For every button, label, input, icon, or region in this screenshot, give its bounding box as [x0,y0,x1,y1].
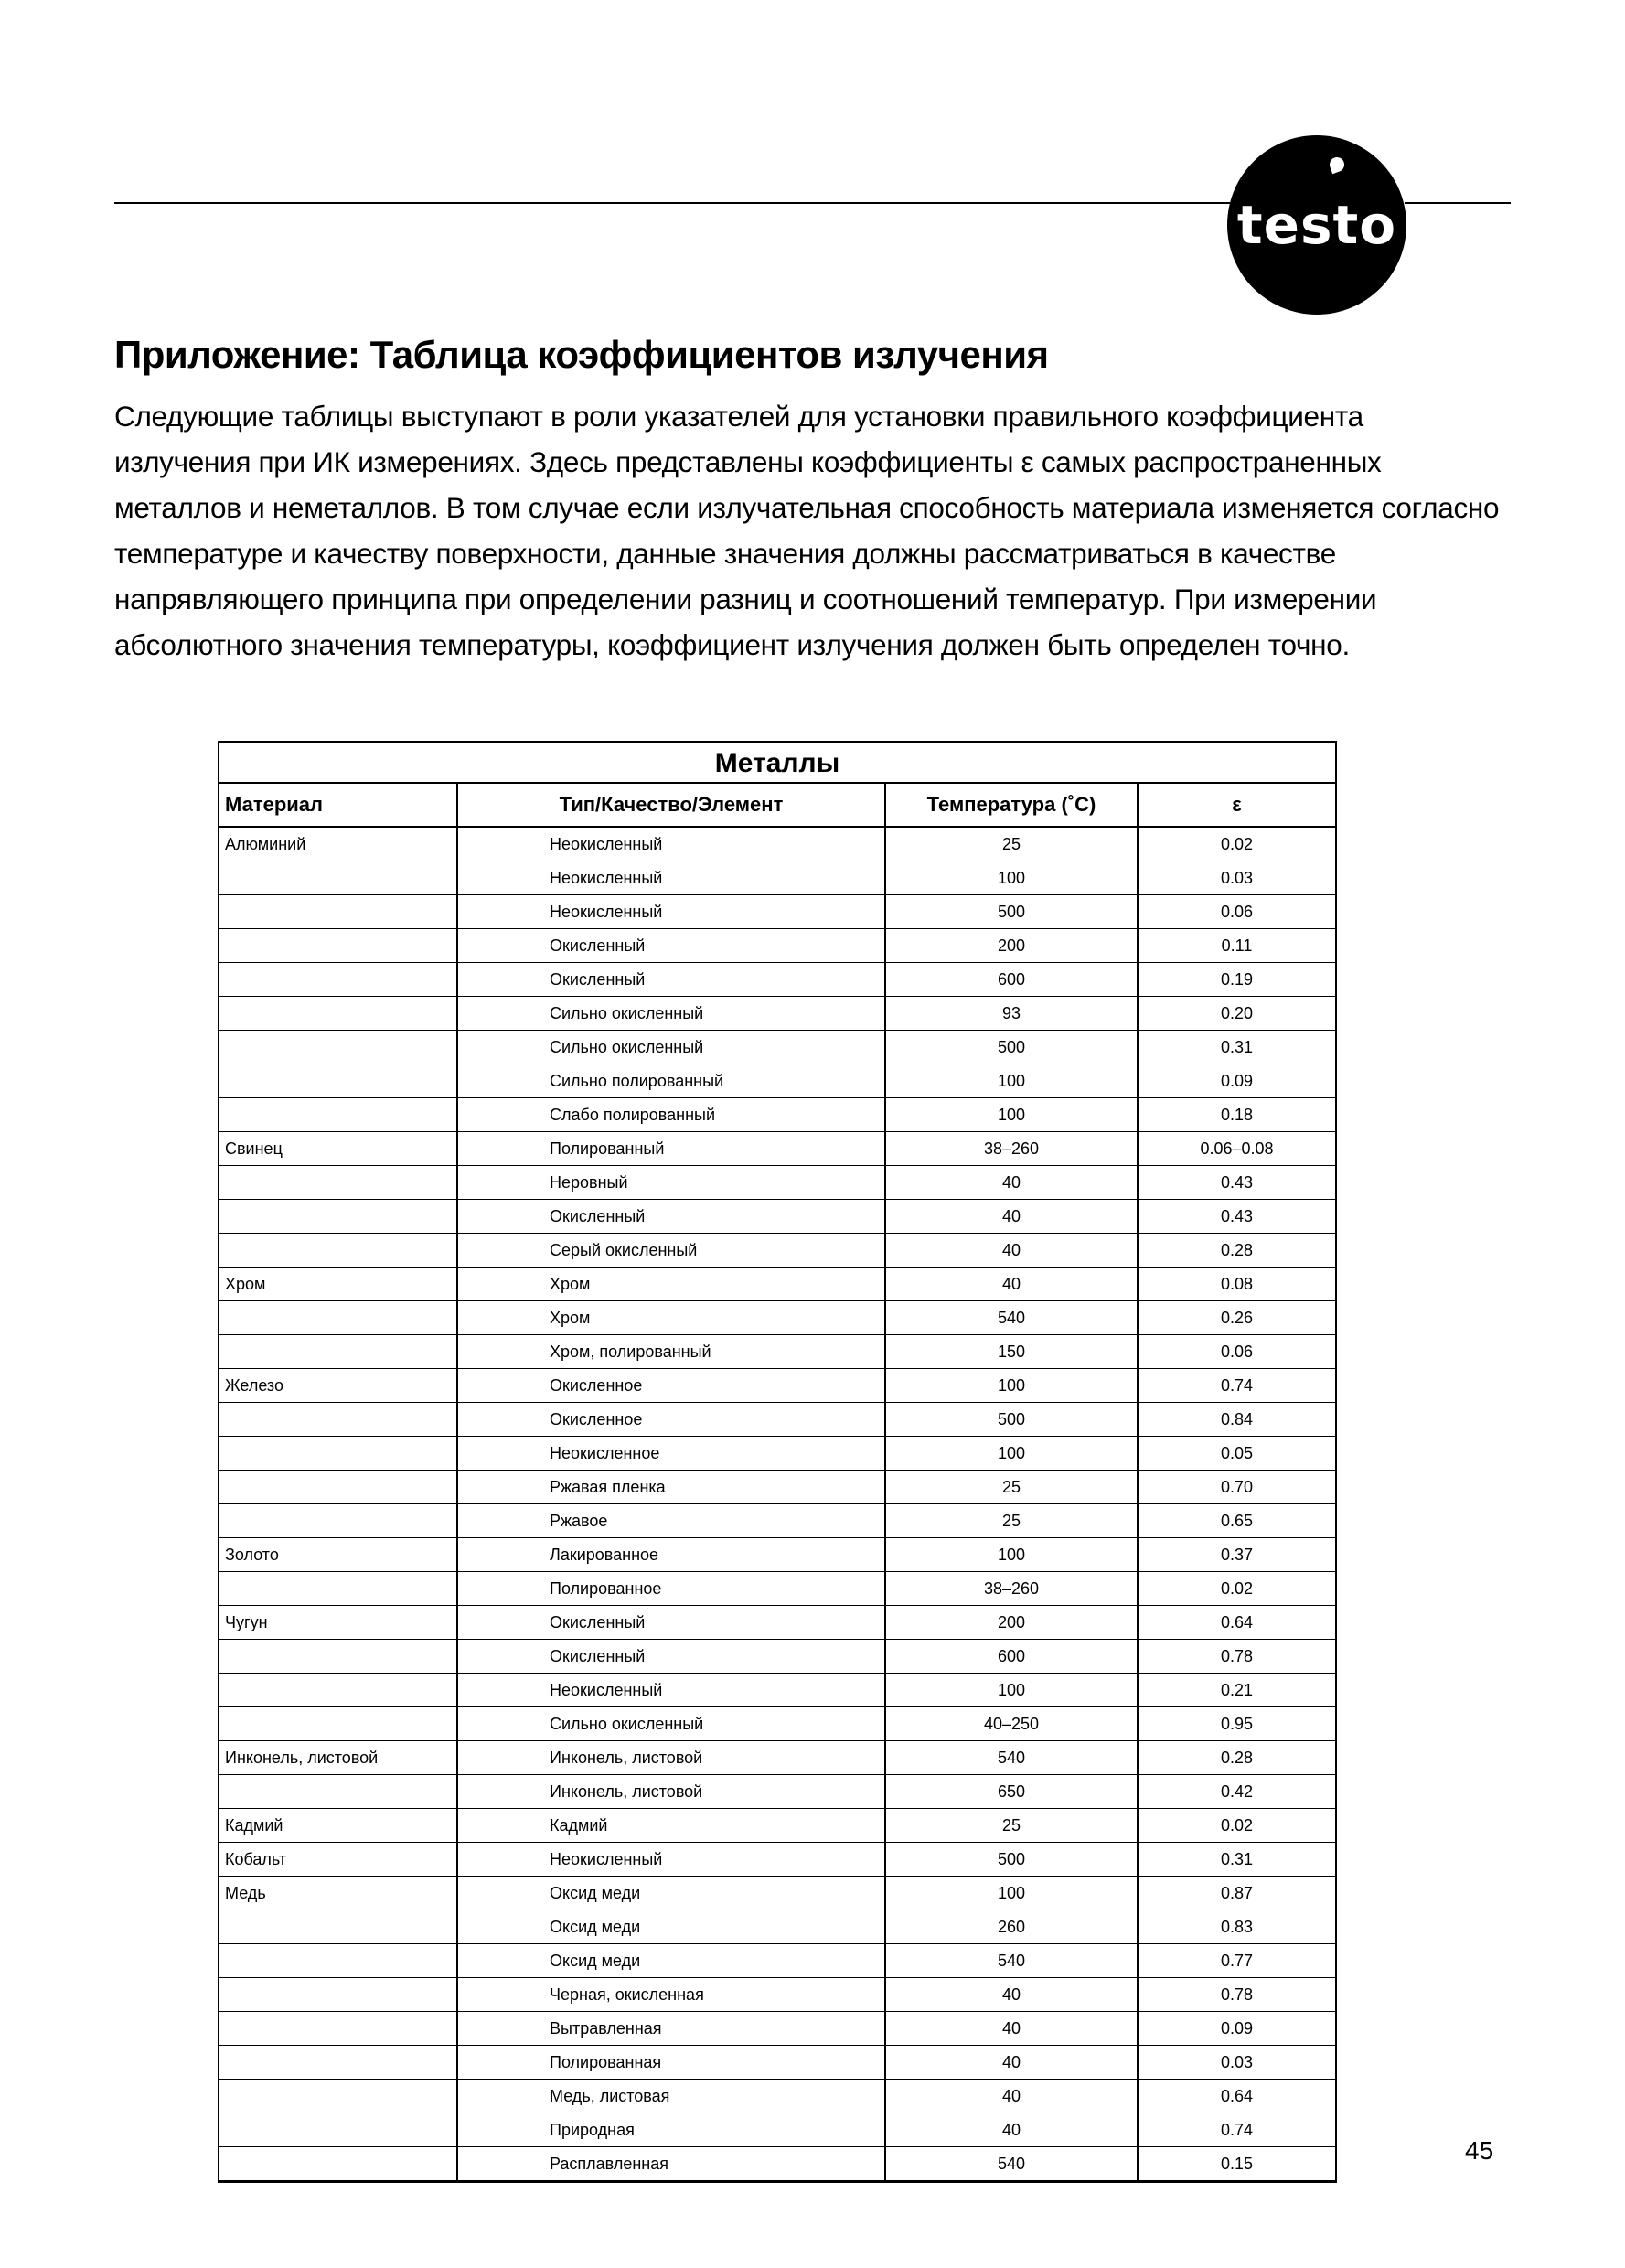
table-row [219,1877,1335,1910]
temperature-cell: 100 [885,1098,1138,1132]
type-cell: Окисленное [457,1369,885,1403]
material-cell [219,963,457,997]
emissivity-cell: 0.05 [1138,1437,1335,1471]
type-cell: Серый окисленный [457,1234,885,1268]
temperature-cell: 540 [885,1944,1138,1978]
emissivity-cell: 0.09 [1138,2012,1335,2046]
emissivity-table [219,784,1335,2181]
temperature-cell: 100 [885,1437,1138,1471]
emissivity-cell: 0.77 [1138,1944,1335,1978]
material-cell [219,1640,457,1674]
material-cell: Железо [219,1369,457,1403]
emissivity-cell: 0.02 [1138,827,1335,861]
emissivity-cell: 0.64 [1138,2080,1335,2113]
type-cell: Вытравленная [457,2012,885,2046]
material-cell [219,1031,457,1064]
emissivity-cell: 0.19 [1138,963,1335,997]
table-row [219,1741,1335,1775]
table-row [219,2147,1335,2181]
material-cell [219,1674,457,1707]
emissivity-cell: 0.18 [1138,1098,1335,1132]
material-cell [219,1166,457,1200]
material-cell [219,1301,457,1335]
emissivity-cell: 0.26 [1138,1301,1335,1335]
temperature-cell: 200 [885,1606,1138,1640]
column-header-type: Тип/Качество/Элемент [457,784,885,827]
material-cell [219,1403,457,1437]
material-cell [219,1064,457,1098]
emissivity-cell: 0.31 [1138,1031,1335,1064]
column-header-material: Материал [219,784,457,827]
temperature-cell: 40 [885,1268,1138,1301]
material-cell [219,1572,457,1606]
material-cell [219,1098,457,1132]
emissivity-cell: 0.87 [1138,1877,1335,1910]
type-cell: Неокисленный [457,1674,885,1707]
emissivity-cell: 0.02 [1138,1572,1335,1606]
type-cell: Окисленный [457,1606,885,1640]
emissivity-cell: 0.95 [1138,1707,1335,1741]
emissivity-cell: 0.08 [1138,1268,1335,1301]
table-row [219,1234,1335,1268]
material-cell [219,2113,457,2147]
emissivity-cell: 0.84 [1138,1403,1335,1437]
type-cell: Расплавленная [457,2147,885,2181]
temperature-cell: 40 [885,2080,1138,2113]
material-cell [219,895,457,929]
page-number: 45 [1465,2136,1494,2165]
emissivity-cell: 0.20 [1138,997,1335,1031]
type-cell: Сильно окисленный [457,997,885,1031]
material-cell: Инконель, листовой [219,1741,457,1775]
table-row [219,1471,1335,1504]
emissivity-cell: 0.06 [1138,895,1335,929]
table-row [219,1944,1335,1978]
temperature-cell: 100 [885,1538,1138,1572]
table-row [219,1098,1335,1132]
material-cell [219,1200,457,1234]
type-cell: Окисленный [457,963,885,997]
temperature-cell: 40 [885,2046,1138,2080]
type-cell: Оксид меди [457,1910,885,1944]
temperature-cell: 40 [885,2113,1138,2147]
table-row [219,1572,1335,1606]
type-cell: Окисленный [457,1640,885,1674]
table-row [219,1640,1335,1674]
type-cell: Лакированное [457,1538,885,1572]
temperature-cell: 25 [885,1471,1138,1504]
material-cell [219,929,457,963]
temperature-cell: 100 [885,861,1138,895]
emissivity-cell: 0.06–0.08 [1138,1132,1335,1166]
table-row [219,1674,1335,1707]
emissivity-cell: 0.43 [1138,1166,1335,1200]
material-cell [219,861,457,895]
temperature-cell: 500 [885,1031,1138,1064]
type-cell: Оксид меди [457,1944,885,1978]
temperature-cell: 38–260 [885,1132,1138,1166]
type-cell: Полированная [457,2046,885,2080]
material-cell [219,1944,457,1978]
material-cell [219,2046,457,2080]
emissivity-cell: 0.83 [1138,1910,1335,1944]
type-cell: Слабо полированный [457,1098,885,1132]
page-title: Приложение: Таблица коэффициентов излучения [114,333,1049,376]
column-header-temperature: Температура (˚C) [885,784,1138,827]
temperature-cell: 40 [885,1200,1138,1234]
type-cell: Хром [457,1301,885,1335]
material-cell: Кадмий [219,1809,457,1843]
table-row [219,1538,1335,1572]
table-row [219,1707,1335,1741]
type-cell: Окисленное [457,1403,885,1437]
header-rule-left [114,202,1230,204]
table-row [219,1301,1335,1335]
table-row [219,997,1335,1031]
table-row [219,1978,1335,2012]
emissivity-cell: 0.42 [1138,1775,1335,1809]
type-cell: Сильно окисленный [457,1031,885,1064]
material-cell [219,1234,457,1268]
temperature-cell: 40 [885,1166,1138,1200]
temperature-cell: 40 [885,1978,1138,2012]
material-cell [219,1335,457,1369]
temperature-cell: 540 [885,1301,1138,1335]
material-cell: Кобальт [219,1843,457,1877]
table-row [219,1910,1335,1944]
table-row [219,1268,1335,1301]
table-row [219,2012,1335,2046]
temperature-cell: 200 [885,929,1138,963]
table-row [219,1132,1335,1166]
emissivity-cell: 0.64 [1138,1606,1335,1640]
type-cell: Хром, полированный [457,1335,885,1369]
type-cell: Полированный [457,1132,885,1166]
type-cell: Инконель, листовой [457,1775,885,1809]
table-row [219,2113,1335,2147]
table-row [219,1200,1335,1234]
table-row [219,929,1335,963]
table-header-row [219,784,1335,827]
emissivity-cell: 0.06 [1138,1335,1335,1369]
table-row [219,1504,1335,1538]
table-row [219,1403,1335,1437]
temperature-cell: 540 [885,1741,1138,1775]
logo-dot-icon [1328,155,1347,175]
material-cell [219,1978,457,2012]
type-cell: Окисленный [457,1200,885,1234]
table-title: Металлы [219,743,1335,784]
emissivity-cell: 0.74 [1138,1369,1335,1403]
testo-logo [1227,135,1406,315]
material-cell [219,1437,457,1471]
temperature-cell: 150 [885,1335,1138,1369]
table-row [219,1031,1335,1064]
temperature-cell: 540 [885,2147,1138,2181]
emissivity-cell: 0.11 [1138,929,1335,963]
column-header-epsilon: ε [1138,784,1335,827]
table-row [219,1606,1335,1640]
temperature-cell: 25 [885,1504,1138,1538]
temperature-cell: 500 [885,1843,1138,1877]
emissivity-cell: 0.43 [1138,1200,1335,1234]
type-cell: Хром [457,1268,885,1301]
material-cell: Алюминий [219,827,457,861]
table-row [219,1843,1335,1877]
emissivity-cell: 0.09 [1138,1064,1335,1098]
temperature-cell: 25 [885,1809,1138,1843]
emissivity-cell: 0.31 [1138,1843,1335,1877]
type-cell: Ржавая пленка [457,1471,885,1504]
type-cell: Кадмий [457,1809,885,1843]
material-cell [219,2147,457,2181]
table-body [219,827,1335,2181]
material-cell [219,1910,457,1944]
temperature-cell: 40–250 [885,1707,1138,1741]
type-cell: Природная [457,2113,885,2147]
emissivity-cell: 0.70 [1138,1471,1335,1504]
logo-text: testo [1236,194,1397,256]
table-row [219,1809,1335,1843]
emissivity-cell: 0.15 [1138,2147,1335,2181]
type-cell: Неокисленный [457,827,885,861]
material-cell [219,2012,457,2046]
temperature-cell: 93 [885,997,1138,1031]
material-cell [219,1707,457,1741]
table-row [219,1166,1335,1200]
temperature-cell: 260 [885,1910,1138,1944]
table-row [219,1437,1335,1471]
temperature-cell: 40 [885,1234,1138,1268]
emissivity-cell: 0.28 [1138,1234,1335,1268]
intro-paragraph: Следующие таблицы выступают в роли указателей для установки правильного коэффициента излучения при ИК измерениях. Здесь представлены коэффициенты ε самых распространенных металлов и неметаллов. В том случае если излучательная способность материала изменяется согласно температуре и качеству поверхности, данные значения должны рассматриваться в качестве напрявляющего принципа при определении разниц и соотношений температур. При измерении абсолютного значения температуры, коэффициент излучения должен быть определен точно. [114,400,1500,661]
temperature-cell: 500 [885,895,1138,929]
type-cell: Окисленный [457,929,885,963]
emissivity-cell: 0.03 [1138,861,1335,895]
type-cell: Черная, окисленная [457,1978,885,2012]
type-cell: Инконель, листовой [457,1741,885,1775]
type-cell: Ржавое [457,1504,885,1538]
table-row [219,827,1335,861]
temperature-cell: 650 [885,1775,1138,1809]
material-cell: Чугун [219,1606,457,1640]
type-cell: Полированное [457,1572,885,1606]
header-rule-right [1405,202,1511,204]
type-cell: Оксид меди [457,1877,885,1910]
metals-table [218,741,1337,2183]
temperature-cell: 100 [885,1674,1138,1707]
table-row [219,1775,1335,1809]
emissivity-cell: 0.21 [1138,1674,1335,1707]
material-cell: Медь [219,1877,457,1910]
emissivity-cell: 0.03 [1138,2046,1335,2080]
type-cell: Неокисленный [457,861,885,895]
emissivity-cell: 0.78 [1138,1978,1335,2012]
emissivity-cell: 0.74 [1138,2113,1335,2147]
table-row [219,1064,1335,1098]
temperature-cell: 600 [885,1640,1138,1674]
table-row [219,963,1335,997]
material-cell [219,997,457,1031]
emissivity-cell: 0.28 [1138,1741,1335,1775]
type-cell: Неокисленный [457,895,885,929]
material-cell [219,1504,457,1538]
table-row [219,2046,1335,2080]
emissivity-cell: 0.65 [1138,1504,1335,1538]
type-cell: Сильно окисленный [457,1707,885,1741]
table-row [219,1369,1335,1403]
type-cell: Медь, листовая [457,2080,885,2113]
emissivity-cell: 0.37 [1138,1538,1335,1572]
table-row [219,895,1335,929]
table-row [219,861,1335,895]
material-cell [219,1775,457,1809]
temperature-cell: 100 [885,1877,1138,1910]
temperature-cell: 600 [885,963,1138,997]
material-cell: Свинец [219,1132,457,1166]
type-cell: Неокисленное [457,1437,885,1471]
material-cell: Золото [219,1538,457,1572]
type-cell: Сильно полированный [457,1064,885,1098]
temperature-cell: 100 [885,1064,1138,1098]
emissivity-cell: 0.02 [1138,1809,1335,1843]
type-cell: Неровный [457,1166,885,1200]
temperature-cell: 40 [885,2012,1138,2046]
table-row [219,2080,1335,2113]
temperature-cell: 500 [885,1403,1138,1437]
emissivity-cell: 0.78 [1138,1640,1335,1674]
temperature-cell: 100 [885,1369,1138,1403]
table-row [219,1335,1335,1369]
material-cell [219,1471,457,1504]
type-cell: Неокисленный [457,1843,885,1877]
temperature-cell: 25 [885,827,1138,861]
material-cell: Хром [219,1268,457,1301]
material-cell [219,2080,457,2113]
temperature-cell: 38–260 [885,1572,1138,1606]
